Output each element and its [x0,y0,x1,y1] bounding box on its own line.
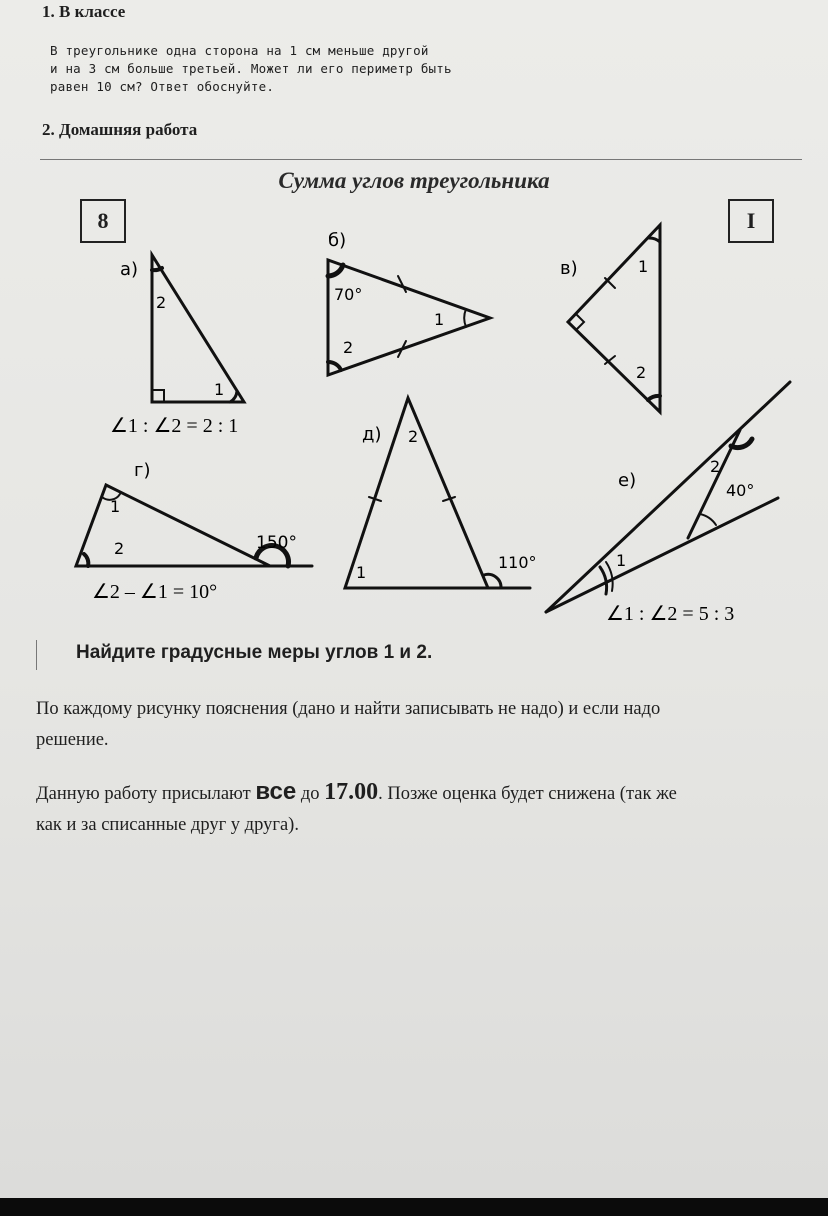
instructions-line-2: решение. [36,730,109,750]
section2-heading: 2. Домашняя работа [42,120,198,139]
figure-b [328,230,490,375]
fig-a-angle2: 2 [156,293,167,312]
fig-a-ratio: ∠1 : ∠2 = 2 : 1 [110,415,239,437]
figure-a [110,255,244,437]
fig-e-label: е) [618,470,637,491]
deadline-all: все [255,778,297,805]
fig-g-angle2: 2 [114,539,125,558]
figure-g [76,460,312,603]
instructions-line-1: По каждому рисунку пояснения (дано и найти записывать не надо) и если надо [36,699,661,719]
fig-a-label: а) [120,259,139,280]
task-statement: Найдите градусные меры углов 1 и 2. [76,642,433,663]
fig-b-label: б) [328,230,347,251]
section1-heading: 1. В классе [42,2,126,21]
bottom-edge [0,1198,828,1216]
fig-e-angle2: 2 [710,457,721,476]
worksheet-title: Сумма углов треугольника [278,168,550,193]
problem-line-2: и на 3 см больше третьей. Может ли его периметр быть [50,61,452,76]
variant-box: I [728,199,774,243]
margin-mark [36,640,37,670]
fig-d-angle2: 2 [408,427,419,446]
figure-e [546,382,790,625]
deadline-post: . Позже оценка будет снижена (так же [378,784,677,804]
fig-e-ratio: ∠1 : ∠2 = 5 : 3 [606,603,735,625]
deadline-pre: Данную работу присылают [36,784,251,804]
fig-g-given: 150° [256,533,297,553]
fig-b-given: 70° [334,285,363,304]
fig-a-angle1: 1 [214,380,225,399]
fig-e-angle1: 1 [616,551,627,570]
problem-line-1: В треугольнике одна сторона на 1 см меньше другой [50,43,429,58]
card-number-box: 8 [80,199,126,243]
instructions-line-4: как и за списанные друг у друга). [36,815,299,835]
deadline-mid: до [300,784,320,804]
fig-d-label: д) [362,424,382,445]
figure-d [345,398,537,588]
fig-d-given: 110° [498,553,537,572]
fig-v-angle2: 2 [636,363,647,382]
fig-g-angle1: 1 [110,497,121,516]
figure-v [560,225,660,412]
deadline-time: 17.00 [324,779,379,805]
problem-line-3: равен 10 см? Ответ обоснуйте. [50,79,275,94]
fig-b-angle2: 2 [343,338,354,357]
fig-v-angle1: 1 [638,257,649,276]
fig-g-relation: ∠2 – ∠1 = 10° [92,581,218,603]
fig-g-label: г) [134,460,151,481]
fig-v-label: в) [560,258,578,279]
deadline-line [36,777,677,809]
fig-b-angle1: 1 [434,310,445,329]
fig-d-angle1: 1 [356,563,367,582]
fig-e-given: 40° [726,481,755,500]
